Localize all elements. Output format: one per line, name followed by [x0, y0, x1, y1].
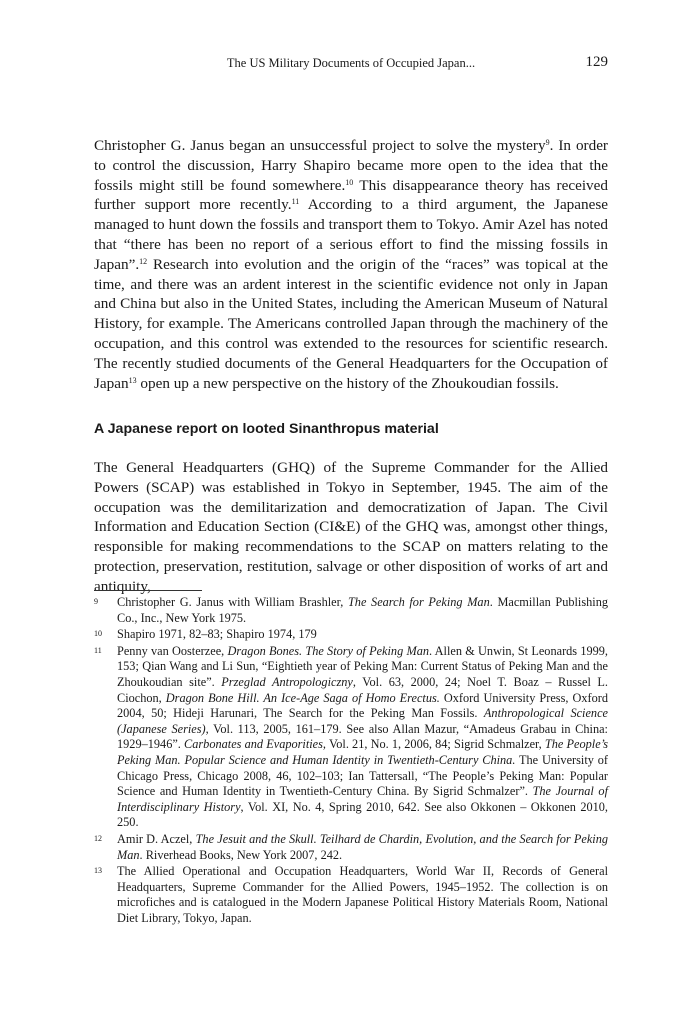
footnote-text: [117, 832, 608, 863]
text-run: . Allen & Unwin, St Leonards 1999, 153; Qian Wang and Li Sun, “Eightieth year of Peking Man: Current Status of Peking Man and the Zhoukoudian site”.: [117, 643, 609, 689]
text-run: Research into evolution and the origin of the “races” was topical at the time, and there was an ardent interest in the scientific evidence not only in Japan and China but also in the United States, including the American Museum of Natural History, for example. The Americans controlled Japan through the machinery of the occupation, and this control was extended to the resources for scientific research. The recently studied documents of the General Headquarters for the Occupation of Japan: [94, 255, 608, 392]
footnote-11: [94, 644, 608, 831]
footnote-number: 12: [94, 833, 102, 843]
text-run: . In order to control the discussion, Harry Shapiro became more open to the idea that the fossils might still be found somewhere.: [94, 137, 608, 194]
text-run: Vol. 113, 2005, 161–179. See also Allan Mazur, “Amadeus Grabau in China: 1929–1946”.: [117, 721, 608, 752]
footnote-text: Shapiro 1971, 82–83; Shapiro 1974, 179: [117, 627, 317, 642]
book-title: Dragon Bones. The Story of Peking Man: [227, 643, 430, 658]
text-run: Christopher G. Janus with William Brashler,: [117, 595, 348, 609]
text-run: . Riverhead Books, New York 2007, 242.: [139, 847, 343, 862]
footnote-divider: [94, 590, 202, 591]
footnote-number: 9: [94, 597, 98, 606]
footnote-ref-12[interactable]: 12: [139, 256, 148, 266]
footnote-13: [94, 864, 608, 926]
text-run: Vol. 21, No. 1, 2006, 84; Sigrid Schmalzer,: [326, 737, 545, 752]
text-run: Amir D. Aczel,: [117, 831, 196, 846]
footnote-number: 13: [94, 866, 102, 876]
text-run: The University of Chicago Press, Chicago 2008, 46, 102–103; Ian Tattersall, “The People’s Peking Man: Popular Science and Human Identity in Twentieth-Century China. By Sigrid Schmalzer”.: [117, 752, 608, 799]
journal-title: Przeglad Antropologiczny: [221, 674, 353, 689]
footnote-text: [117, 644, 608, 831]
footnote-9: [94, 595, 608, 626]
text-run: Penny van Oosterzee,: [117, 643, 228, 658]
footnote-ref-9[interactable]: 9: [545, 138, 550, 147]
body-paragraph: [94, 136, 608, 393]
text-run: open up a new perspective on the history of the Zhoukoudian fossils.: [136, 374, 559, 392]
page-number: 129: [585, 54, 608, 70]
footnote-text: [117, 595, 608, 626]
footnote-12: [94, 832, 608, 863]
book-title: The Search for Peking Man: [347, 595, 490, 609]
text-run: Christopher G. Janus began an unsuccessful project to solve the mystery: [94, 137, 546, 154]
footnote-10: [94, 627, 608, 643]
footnote-number: 11: [94, 645, 102, 655]
footnote-ref-10[interactable]: 10: [345, 177, 354, 187]
page-header: [94, 56, 608, 76]
section-heading: A Japanese report on looted Sinanthropus material: [94, 421, 439, 437]
text-run: . Macmillan Publishing Co., Inc., New York 1975.: [117, 595, 608, 625]
book-title: Dragon Bone Hill. An Ice-Age Saga of Homo Erectus.: [165, 690, 440, 705]
footnote-number: 10: [94, 629, 102, 639]
text-run: Oxford University Press, Oxford 2004, 50; Hideji Harunari, The Search for the Peking Man Fossils.: [117, 690, 608, 721]
footnotes-list: [94, 595, 608, 927]
book-title: The Jesuit and the Skull. Teilhard de Chardin, Evolution, and the Search for Peking Man: [117, 831, 609, 862]
footnote-text: The Allied Operational and Occupation Headquarters, World War II, Records of General Headquarters, Supreme Commander for the Allied Powers, 1945–1952. The collection is on microfiches and is catalogued in the Modern Japanese Political History Materials Room, National Diet Library, Tokyo, Japan.: [117, 864, 608, 925]
journal-title: The Journal of Interdisciplinary History: [117, 784, 608, 814]
body-paragraph: The General Headquarters (GHQ) of the Supreme Commander for the Allied Powers (SCAP) was established in Tokyo in September, 1945. The aim of the occupation was the demilitarization and democratization of Japan. The Civil Information and Education Section (CI&E) of the GHQ was, amongst other things, responsible for making recommendations to the SCAP on matters relating to the protection, preservation, restitution, salvage or other disposition of works of art and antiquity,: [94, 459, 608, 595]
running-head: The US Military Documents of Occupied Japan...: [226, 56, 476, 70]
journal-title: Carbonates and Evaporities,: [184, 737, 326, 752]
text-run: According to a third argument, the Japanese managed to hunt down the fossils and transport them to Tokyo. Amir Azel has noted that “there has been no report of a serious effort to find the missing fossils in Japan”.: [94, 196, 609, 273]
text-run: , Vol. 63, 2000, 24; Noel T. Boaz – Russel L. Ciochon,: [117, 674, 608, 705]
footnote-ref-11[interactable]: 11: [291, 197, 300, 207]
journal-title: Anthropological Science (Japanese Series),: [117, 706, 608, 736]
text-run: This disappearance theory has received further support more recently.: [94, 176, 608, 214]
footnote-ref-13[interactable]: 13: [128, 375, 137, 385]
book-title: The People’s Peking Man. Popular Science and Human Identity in Twentieth-Century China.: [117, 737, 608, 767]
text-run: , Vol. XI, No. 4, Spring 2010, 642. See also Okkonen – Okkonen 2010, 250.: [117, 799, 608, 830]
